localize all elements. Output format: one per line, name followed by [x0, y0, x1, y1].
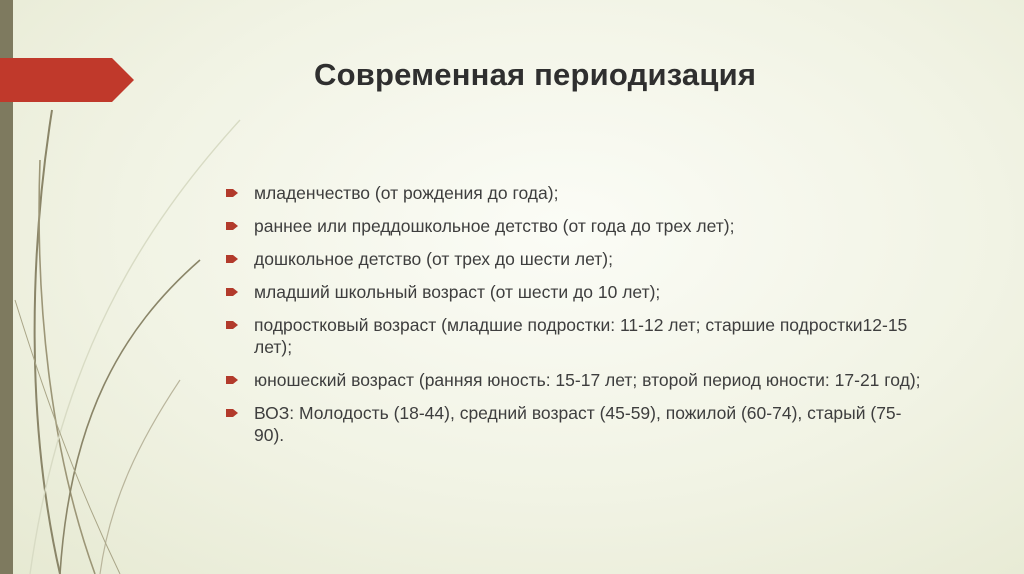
list-item: [226, 314, 926, 358]
arrow-bullet-icon: [226, 375, 238, 385]
slide-title: Современная периодизация: [314, 57, 757, 92]
list-item-text: младенчество (от рождения до года);: [254, 183, 559, 203]
arrow-bullet-icon: [226, 287, 238, 297]
arrow-bullet-icon: [226, 254, 238, 264]
list-item: [226, 248, 926, 270]
list-item-text: юношеский возраст (ранняя юность: 15-17 лет; второй период юности: 17-21 год);: [254, 370, 921, 390]
period-list: [226, 182, 926, 457]
list-item-text: ВОЗ: Молодость (18-44), средний возраст (45-59), пожилой (60-74), старый (75-90).: [254, 403, 902, 445]
list-item: [226, 215, 926, 237]
list-item: [226, 281, 926, 303]
list-item: [226, 369, 926, 391]
list-item: [226, 402, 926, 446]
arrow-bullet-icon: [226, 221, 238, 231]
list-item: [226, 182, 926, 204]
arrow-bullet-icon: [226, 188, 238, 198]
arrow-bullet-icon: [226, 320, 238, 330]
accent-arrow-shape: [0, 58, 134, 102]
list-item-text: младший школьный возраст (от шести до 10 лет);: [254, 282, 661, 302]
list-item-text: подростковый возраст (младшие подростки: 11-12 лет; старшие подростки12-15 лет);: [254, 315, 908, 357]
list-item-text: дошкольное детство (от трех до шести лет);: [254, 249, 613, 269]
list-item-text: раннее или преддошкольное детство (от года до трех лет);: [254, 216, 735, 236]
arrow-bullet-icon: [226, 408, 238, 418]
